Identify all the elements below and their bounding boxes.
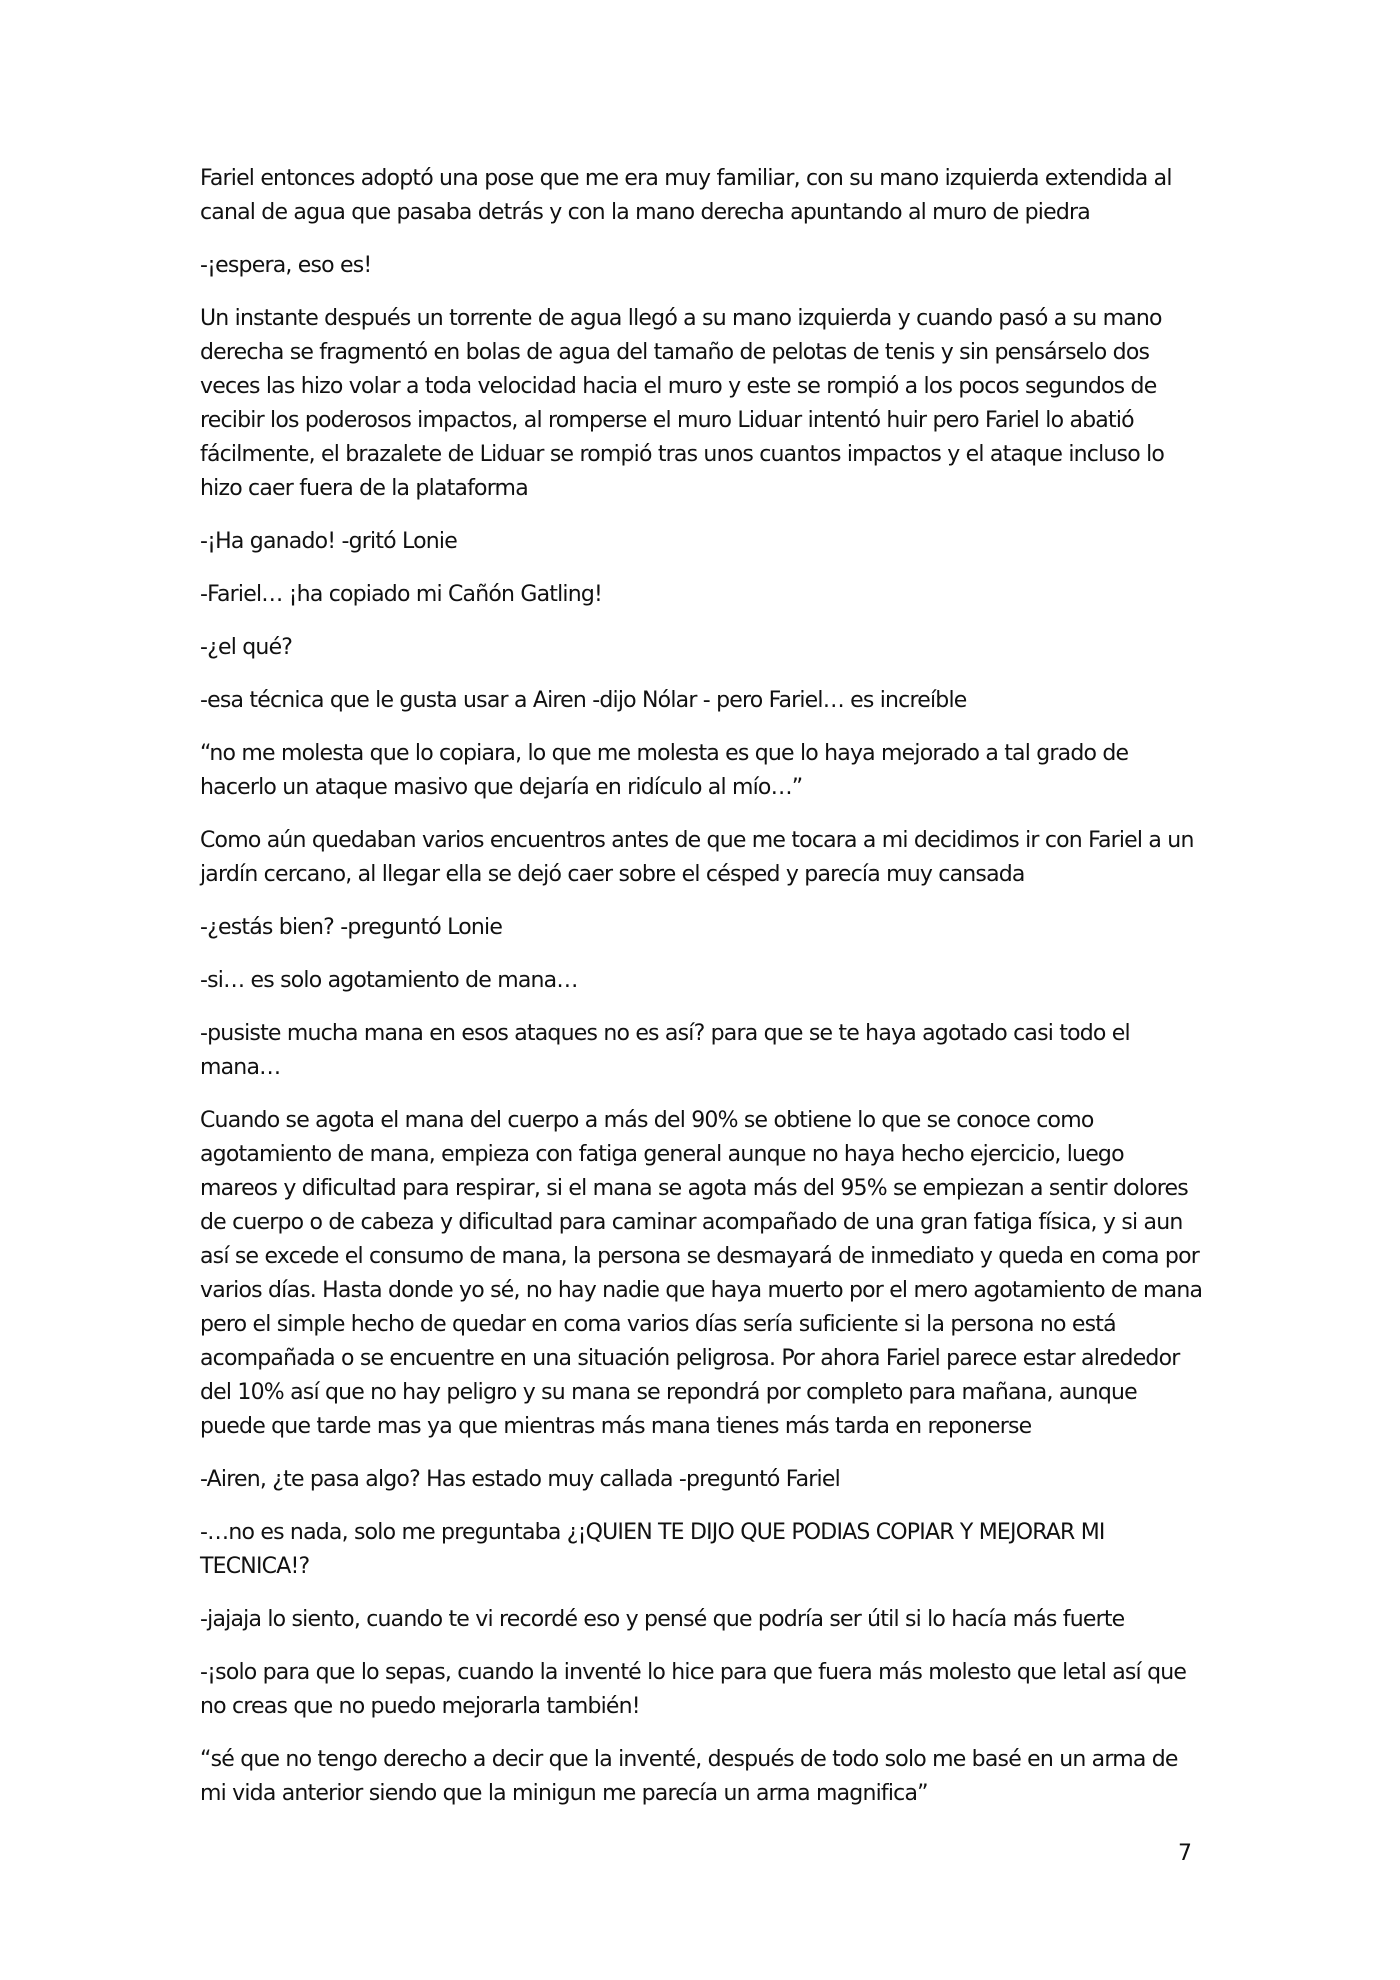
paragraph: “sé que no tengo derecho a decir que la inventé, después de todo solo me basé en un arma de mi vida anterior siendo que la minigun me parecía un arma magnifica” (200, 1747, 1178, 1806)
paragraph: -jajaja lo siento, cuando te vi recordé eso y pensé que podría ser útil si lo hacía más fuerte (200, 1607, 1125, 1632)
paragraph: -¡espera, eso es! (200, 253, 372, 278)
paragraph: Fariel entonces adoptó una pose que me era muy familiar, con su mano izquierda extendida al canal de agua que pasaba detrás y con la mano derecha apuntando al muro de piedra (200, 166, 1172, 225)
paragraph: -¿el qué? (200, 635, 293, 660)
paragraph: -Fariel… ¡ha copiado mi Cañón Gatling! (200, 582, 603, 607)
paragraph: -¿estás bien? -preguntó Lonie (200, 915, 503, 940)
paragraph: -…no es nada, solo me preguntaba ¿¡QUIEN TE DIJO QUE PODIAS COPIAR Y MEJORAR MI TECNICA!? (200, 1520, 1105, 1579)
paragraph: -¡solo para que lo sepas, cuando la inventé lo hice para que fuera más molesto que letal así que no creas que no puedo mejorarla también! (200, 1660, 1187, 1719)
paragraph: Un instante después un torrente de agua llegó a su mano izquierda y cuando pasó a su mano derecha se fragmentó en bolas de agua del tamaño de pelotas de tenis y sin pensárselo dos veces las hizo volar a toda velocidad hacia el muro y este se rompió a los pocos segundos de recibir los poderosos impactos, al romperse el muro Liduar intentó huir pero Fariel lo abatió fácilmente, el brazalete de Liduar se rompió tras unos cuantos impactos y el ataque incluso lo hizo caer fuera de la plataforma (200, 306, 1165, 501)
page-number: 7 (1178, 1841, 1192, 1866)
page-body (200, 162, 1205, 1830)
paragraph: -pusiste mucha mana en esos ataques no es así? para que se te haya agotado casi todo el mana… (200, 1021, 1130, 1080)
paragraph: “no me molesta que lo copiara, lo que me molesta es que lo haya mejorado a tal grado de hacerlo un ataque masivo que dejaría en ridículo al mío…” (200, 741, 1129, 800)
paragraph: -si… es solo agotamiento de mana… (200, 968, 578, 993)
paragraph: -¡Ha ganado! -gritó Lonie (200, 529, 457, 554)
paragraph: Como aún quedaban varios encuentros antes de que me tocara a mi decidimos ir con Fariel a un jardín cercano, al llegar ella se dejó caer sobre el césped y parecía muy cansada (200, 828, 1194, 887)
paragraph: -Airen, ¿te pasa algo? Has estado muy callada -preguntó Fariel (200, 1467, 840, 1492)
paragraph: Cuando se agota el mana del cuerpo a más del 90% se obtiene lo que se conoce como agotamiento de mana, empieza con fatiga general aunque no haya hecho ejercicio, luego mareos y dificultad para respirar, si el mana se agota más del 95% se empiezan a sentir dolores de cuerpo o de cabeza y dificultad para caminar acompañado de una gran fatiga física, y si aun así se excede el consumo de mana, la persona se desmayará de inmediato y queda en coma por varios días. Hasta donde yo sé, no hay nadie que haya muerto por el mero agotamiento de mana pero el simple hecho de quedar en coma varios días sería suficiente si la persona no está acompañada o se encuentre en una situación peligrosa. Por ahora Fariel parece estar alrededor del 10% así que no hay peligro y su mana se repondrá por completo para mañana, aunque puede que tarde mas ya que mientras más mana tienes más tarda en reponerse (200, 1108, 1203, 1439)
paragraph: -esa técnica que le gusta usar a Airen -dijo Nólar - pero Fariel… es increíble (200, 688, 967, 713)
